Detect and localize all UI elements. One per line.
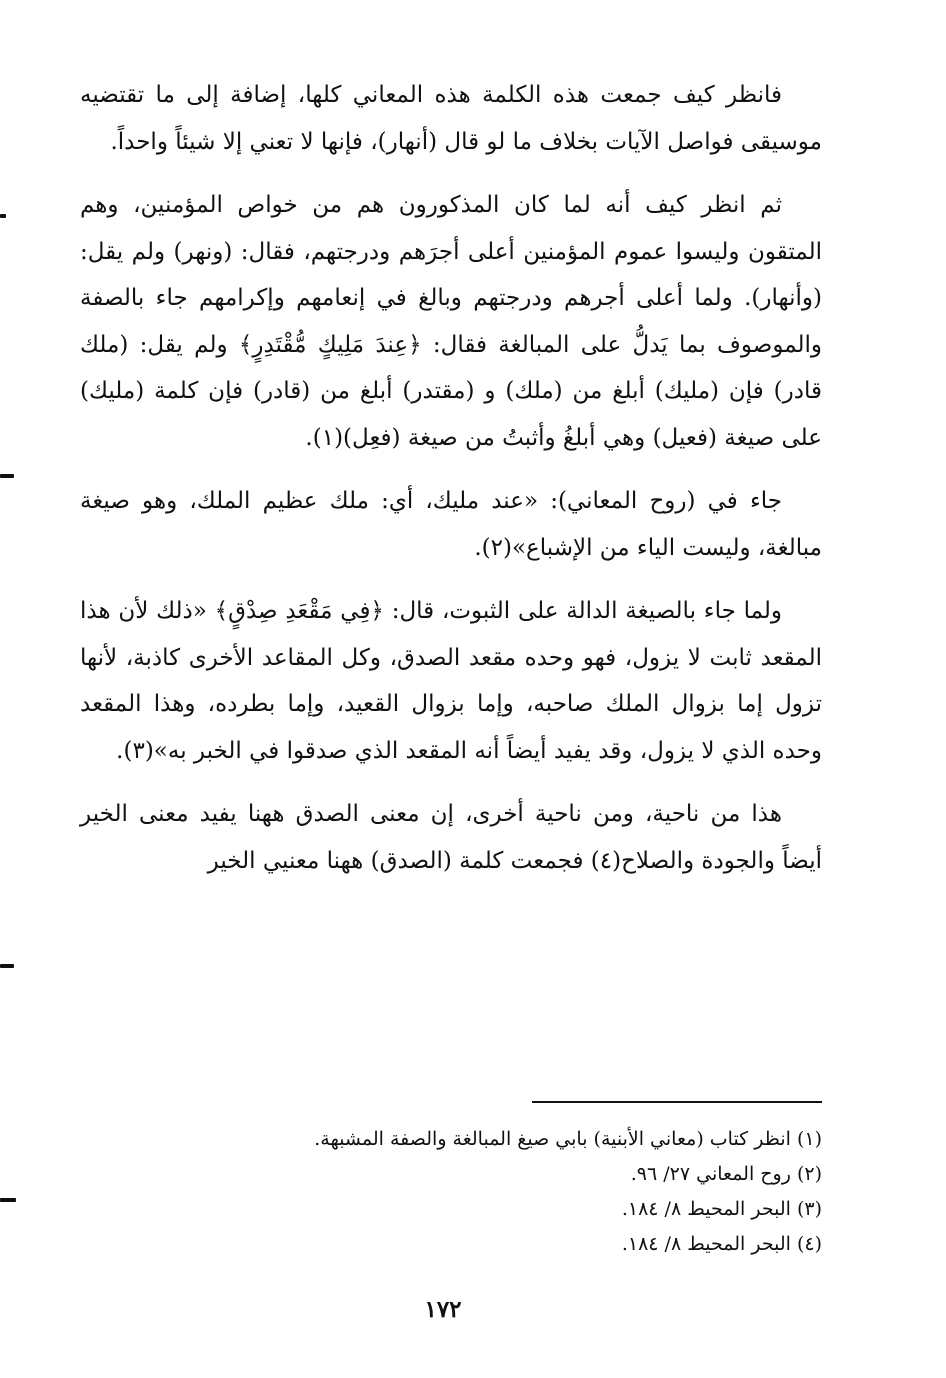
footnote: (٢) روح المعاني ٢٧/ ٩٦. xyxy=(630,1163,822,1185)
footnote: (٣) البحر المحيط ٨/ ١٨٤. xyxy=(621,1198,822,1220)
page-number: ١٧٢ xyxy=(424,1296,462,1323)
scan-edge-mark xyxy=(0,474,14,478)
footnote-separator xyxy=(532,1101,822,1103)
main-text xyxy=(80,72,822,901)
paragraph: هذا من ناحية، ومن ناحية أخرى، إن معنى الصدق ههنا يفيد معنى الخير أيضاً والجودة والصلاح(٤) فجمعت كلمة (الصدق) ههنا معنيي الخير xyxy=(80,801,822,874)
scan-edge-mark xyxy=(0,964,14,968)
footnotes xyxy=(230,1122,822,1262)
footnote: (١) انظر كتاب (معاني الأبنية) بابي صيغ المبالغة والصفة المشبهة. xyxy=(314,1128,822,1150)
paragraph: جاء في (روح المعاني): «عند مليك، أي: ملك عظيم الملك، وهو صيغة مبالغة، وليست الياء من الإشباع»(٢). xyxy=(80,488,822,561)
scan-edge-mark xyxy=(0,1198,16,1202)
footnote: (٤) البحر المحيط ٨/ ١٨٤. xyxy=(621,1233,822,1255)
paragraph: ولما جاء بالصيغة الدالة على الثبوت، قال: ﴿فِي مَقْعَدِ صِدْقٍ﴾ «ذلك لأن هذا المقعد ثابت لا يزول، فهو وحده مقعد الصدق، وكل المقاعد الأخرى كاذبة، لأنها تزول إما بزوال الملك صاحبه، وإما بزوال القعيد، وإما بطرده، وهذا المقعد وحده الذي لا يزول، وقد يفيد أيضاً أنه المقعد الذي صدقوا في الخبر به»(٣). xyxy=(80,598,822,764)
scan-edge-mark xyxy=(0,214,6,218)
paragraph: فانظر كيف جمعت هذه الكلمة هذه المعاني كلها، إضافة إلى ما تقتضيه موسيقى فواصل الآيات بخلاف ما لو قال (أنهار)، فإنها لا تعني إلا شيئاً واحداً. xyxy=(80,82,822,155)
paragraph: ثم انظر كيف أنه لما كان المذكورون هم من خواص المؤمنين، وهم المتقون وليسوا عموم المؤمنين أعلى أجرَهم ودرجتهم، فقال: (ونهر) ولم يقل: (وأنهار). ولما أعلى أجرهم ودرجتهم وبالغ في إنعامهم وإكرامهم جاء بالصفة والموصوف بما يَدلُّ على المبالغة فقال: ﴿عِندَ مَلِيكٍ مُّقْتَدِرٍ﴾ ولم يقل: (ملك قادر) فإن (مليك) أبلغ من (ملك) و (مقتدر) أبلغ من (قادر) فإن كلمة (مليك) على صيغة (فعيل) وهي أبلغُ وأثبتُ من صيغة (فعِل)(١). xyxy=(80,192,822,451)
